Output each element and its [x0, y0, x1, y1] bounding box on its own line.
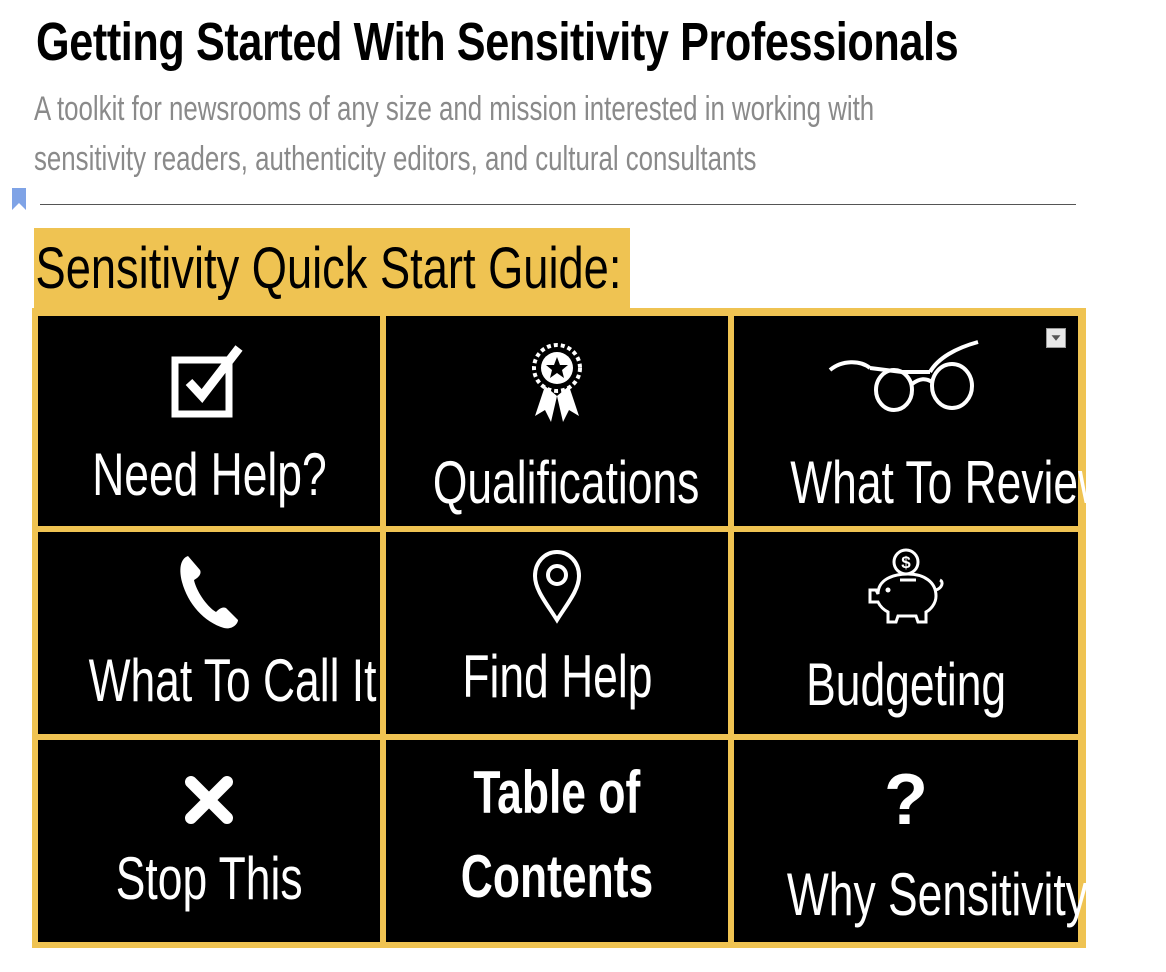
- stop-this-link[interactable]: Stop This: [115, 845, 303, 912]
- need-help-link[interactable]: Need Help?: [91, 441, 327, 508]
- tile-find-help[interactable]: [386, 532, 728, 734]
- table-of-contents-link-line-1[interactable]: Table of: [473, 759, 641, 826]
- question-mark-icon: ?: [884, 760, 928, 840]
- tile-need-help[interactable]: [38, 316, 380, 526]
- tile-why-sensitivity[interactable]: [734, 740, 1088, 942]
- award-ribbon-icon: [525, 338, 589, 428]
- eyeglasses-icon: [826, 334, 986, 418]
- x-mark-icon: [183, 774, 235, 826]
- tile-stop-this[interactable]: [38, 740, 380, 942]
- why-sensitivity-link[interactable]: Why Sensitivity: [786, 861, 1088, 928]
- page-subtitle: A toolkit for newsrooms of any size and mission interested in working with sensitivity readers, authenticity editors, and cultural consultants: [34, 90, 875, 178]
- qualifications-link[interactable]: Qualifications: [432, 449, 700, 516]
- budgeting-link[interactable]: Budgeting: [806, 651, 1006, 718]
- chevron-down-icon[interactable]: [1046, 328, 1066, 348]
- bookmark-icon[interactable]: [12, 188, 26, 210]
- checkbox-icon: [169, 340, 249, 420]
- tile-table-of-contents[interactable]: [386, 740, 728, 942]
- what-to-review-link[interactable]: What To Review: [790, 449, 1111, 516]
- svg-text:$: $: [901, 553, 911, 572]
- what-to-call-it-link[interactable]: What To Call It: [88, 647, 377, 714]
- divider: [40, 204, 1076, 205]
- quick-start-grid: [32, 308, 1111, 948]
- map-pin-icon: [529, 548, 585, 624]
- piggy-bank-icon: [864, 546, 948, 626]
- phone-icon: [174, 550, 244, 630]
- find-help-link[interactable]: Find Help: [461, 643, 653, 710]
- tile-budgeting[interactable]: [734, 532, 1078, 734]
- tile-what-to-review[interactable]: [734, 316, 1111, 526]
- tile-qualifications[interactable]: [386, 316, 728, 526]
- guide-heading: Sensitivity Quick Start Guide:: [34, 228, 630, 308]
- page-title: Getting Started With Sensitivity Professionals: [36, 12, 959, 72]
- tile-what-to-call-it[interactable]: [38, 532, 380, 734]
- table-of-contents-link-line-2[interactable]: Contents: [460, 843, 654, 910]
